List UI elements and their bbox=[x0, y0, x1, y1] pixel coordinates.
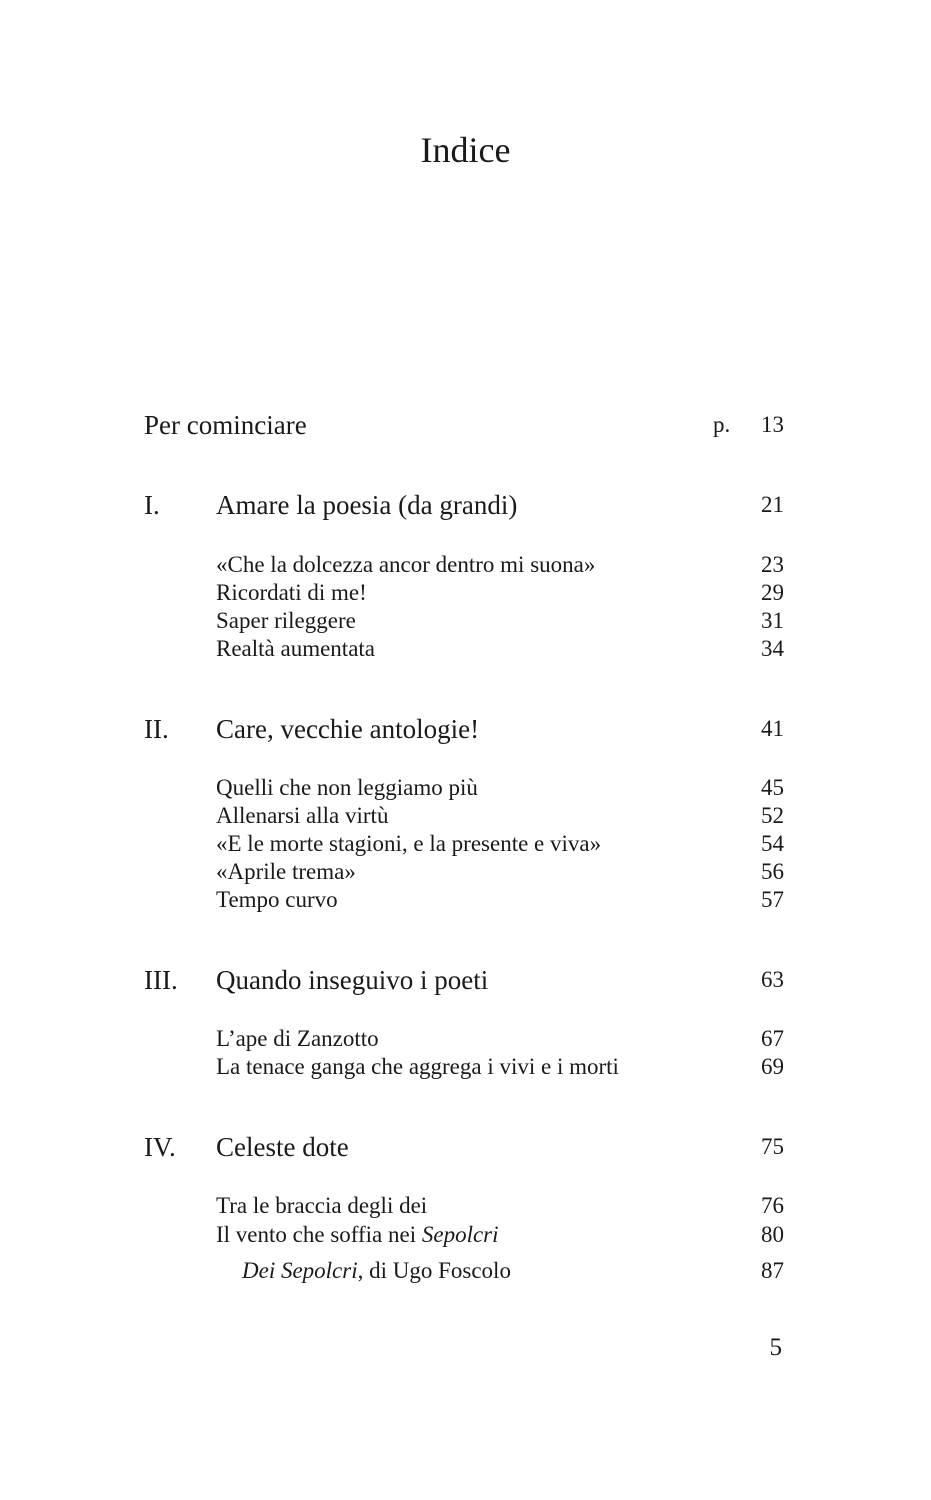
toc-page-number: 21 bbox=[761, 492, 784, 517]
chapter-number: IV. bbox=[144, 1132, 176, 1162]
toc-page-number: 87 bbox=[761, 1258, 784, 1283]
chapter-number: II. bbox=[144, 714, 169, 744]
toc-entry-title: «E le morte stagioni, e la presente e viva» bbox=[216, 831, 602, 856]
toc-page-number: 63 bbox=[761, 967, 784, 992]
toc-page-number: 69 bbox=[761, 1054, 784, 1079]
toc-page-number: 34 bbox=[761, 636, 784, 661]
page-abbrev-label: p. bbox=[713, 412, 731, 437]
chapter-number: III. bbox=[144, 965, 178, 995]
toc-entry-title: Saper rileggere bbox=[216, 608, 356, 633]
chapter-number: I. bbox=[144, 490, 160, 520]
toc-page-number: 13 bbox=[761, 412, 784, 437]
toc-entry[interactable] bbox=[0, 635, 931, 663]
toc-entry[interactable] bbox=[0, 774, 931, 802]
toc-entry-title: «Aprile trema» bbox=[216, 859, 356, 884]
toc-entry-title: Allenarsi alla virtù bbox=[216, 803, 389, 828]
toc-entry-title bbox=[242, 1257, 511, 1285]
toc-page-number: 75 bbox=[761, 1134, 784, 1159]
toc-chapter-2[interactable] bbox=[0, 713, 931, 745]
toc-page-number: 31 bbox=[761, 608, 784, 633]
toc-entry-title: «Che la dolcezza ancor dentro mi suona» bbox=[216, 552, 596, 577]
italic-work-title: Sepolcri bbox=[421, 1222, 499, 1247]
toc-entry[interactable] bbox=[0, 830, 931, 858]
toc-entry[interactable] bbox=[0, 1221, 931, 1249]
toc-entry-title: L’ape di Zanzotto bbox=[216, 1026, 379, 1051]
toc-page-number: 52 bbox=[761, 803, 784, 828]
toc-page-number: 76 bbox=[761, 1193, 784, 1218]
toc-page-number: 41 bbox=[761, 716, 784, 741]
toc-entry[interactable] bbox=[0, 858, 931, 886]
toc-entry-title: La tenace ganga che aggrega i vivi e i morti bbox=[216, 1054, 619, 1079]
toc-page-number: 56 bbox=[761, 859, 784, 884]
title-text: Il vento che soffia nei bbox=[216, 1222, 422, 1247]
toc-entry[interactable] bbox=[0, 1053, 931, 1081]
toc-page-number: 80 bbox=[761, 1222, 784, 1247]
chapter-title: Celeste dote bbox=[216, 1132, 349, 1162]
toc-entry[interactable] bbox=[0, 886, 931, 914]
toc-entry-title: Realtà aumentata bbox=[216, 636, 376, 661]
toc-entry[interactable] bbox=[0, 551, 931, 579]
toc-entry-title: Per cominciare bbox=[144, 410, 307, 440]
toc-entry[interactable] bbox=[0, 802, 931, 830]
toc-entry-title: Ricordati di me! bbox=[216, 580, 367, 605]
toc-page-number: 45 bbox=[761, 775, 784, 800]
chapter-title: Care, vecchie antologie! bbox=[216, 714, 480, 744]
title-text: , di Ugo Foscolo bbox=[357, 1258, 511, 1283]
toc-entry-title bbox=[216, 1221, 499, 1249]
folio-page-number: 5 bbox=[769, 1334, 782, 1361]
toc-entry[interactable] bbox=[0, 607, 931, 635]
toc-entry[interactable] bbox=[0, 1192, 931, 1220]
toc-page-number: 23 bbox=[761, 552, 784, 577]
toc-entry-title: Tra le braccia degli dei bbox=[216, 1193, 428, 1218]
toc-entry[interactable] bbox=[0, 579, 931, 607]
toc-page-number: 67 bbox=[761, 1026, 784, 1051]
toc-entry-title: Quelli che non leggiamo più bbox=[216, 775, 478, 800]
chapter-title: Quando inseguivo i poeti bbox=[216, 965, 489, 995]
toc-page-number: 29 bbox=[761, 580, 784, 605]
toc-entry-sub[interactable] bbox=[0, 1257, 931, 1285]
chapter-title: Amare la poesia (da grandi) bbox=[216, 490, 518, 520]
toc-page-number: 57 bbox=[761, 887, 784, 912]
toc-entry[interactable] bbox=[0, 1025, 931, 1053]
toc-entry-title: Tempo curvo bbox=[216, 887, 338, 912]
toc-chapter-1[interactable] bbox=[0, 489, 931, 521]
page-title: Indice bbox=[420, 130, 511, 170]
toc-chapter-3[interactable] bbox=[0, 964, 931, 996]
toc-entry-intro[interactable] bbox=[0, 409, 931, 441]
italic-work-title: Dei Sepolcri bbox=[242, 1258, 358, 1283]
toc-chapter-4[interactable] bbox=[0, 1131, 931, 1163]
toc-page-number: 54 bbox=[761, 831, 784, 856]
